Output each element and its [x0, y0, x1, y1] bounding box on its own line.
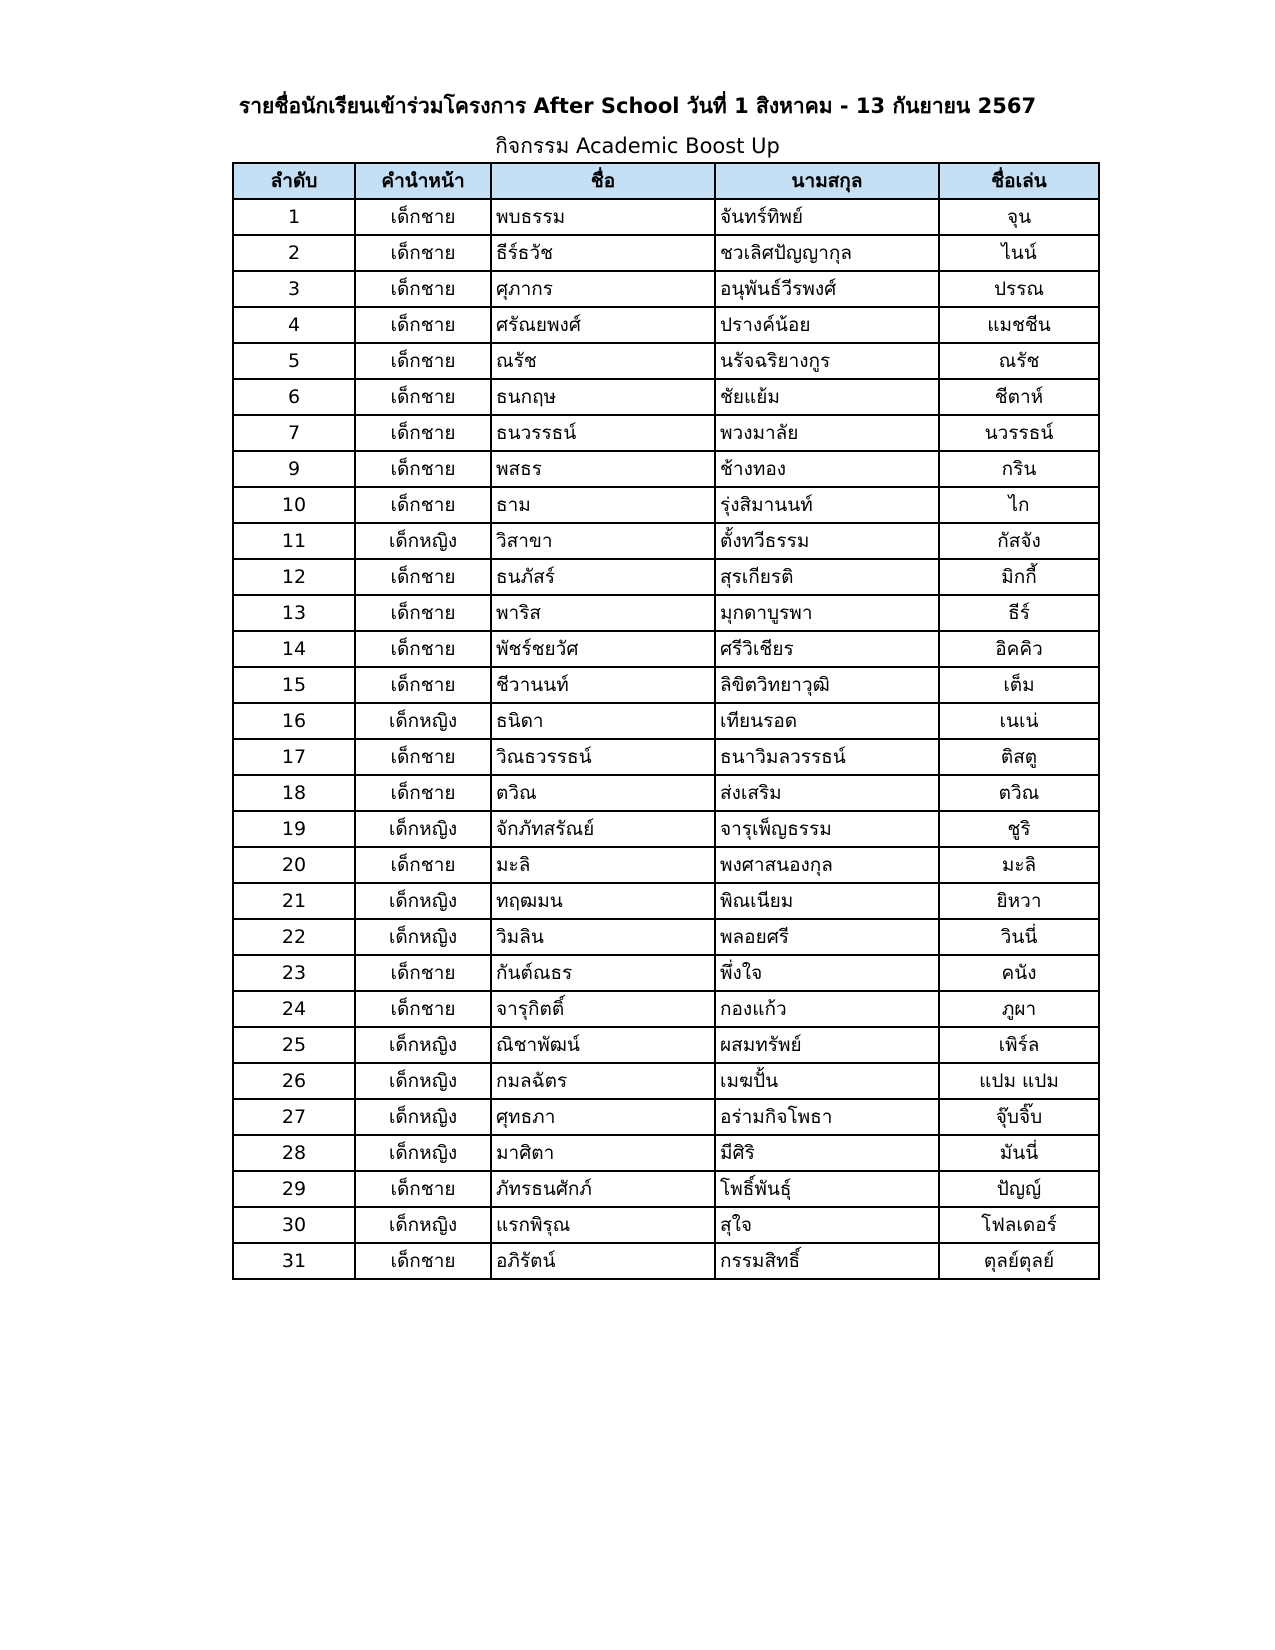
nickname-cell: วินนี่ [939, 919, 1099, 955]
first-name-cell: กันต์ณธร [491, 955, 715, 991]
order-cell: 22 [233, 919, 355, 955]
first-name-cell: ชีวานนท์ [491, 667, 715, 703]
order-cell: 7 [233, 415, 355, 451]
nickname-cell: แปม แปม [939, 1063, 1099, 1099]
nickname-cell: มันนี่ [939, 1135, 1099, 1171]
prefix-cell: เด็กชาย [355, 847, 491, 883]
first-name-cell: ธาม [491, 487, 715, 523]
last-name-cell: เทียนรอด [715, 703, 939, 739]
order-cell: 16 [233, 703, 355, 739]
last-name-cell: พลอยศรี [715, 919, 939, 955]
last-name-cell: เมฆปั้น [715, 1063, 939, 1099]
first-name-cell: ธีร์ธวัช [491, 235, 715, 271]
first-name-cell: ศุภากร [491, 271, 715, 307]
order-cell: 17 [233, 739, 355, 775]
order-cell: 9 [233, 451, 355, 487]
first-name-cell: ตวิณ [491, 775, 715, 811]
first-name-cell: ธนกฤษ [491, 379, 715, 415]
last-name-cell: พึ่งใจ [715, 955, 939, 991]
prefix-cell: เด็กชาย [355, 1243, 491, 1279]
nickname-cell: กัสจัง [939, 523, 1099, 559]
first-name-cell: มะลิ [491, 847, 715, 883]
last-name-cell: พงศาสนองกุล [715, 847, 939, 883]
prefix-cell: เด็กชาย [355, 343, 491, 379]
prefix-cell: เด็กหญิง [355, 1027, 491, 1063]
prefix-cell: เด็กชาย [355, 307, 491, 343]
nickname-cell: จุ๊บจิ๊บ [939, 1099, 1099, 1135]
first-name-cell: ธนวรรธน์ [491, 415, 715, 451]
last-name-cell: ตั้งทวีธรรม [715, 523, 939, 559]
order-cell: 13 [233, 595, 355, 631]
last-name-cell: ชวเลิศปัญญากุล [715, 235, 939, 271]
nickname-cell: ตวิณ [939, 775, 1099, 811]
last-name-cell: ชัยแย้ม [715, 379, 939, 415]
prefix-cell: เด็กชาย [355, 487, 491, 523]
order-cell: 1 [233, 199, 355, 235]
order-cell: 24 [233, 991, 355, 1027]
last-name-cell: กรรมสิทธิ์ [715, 1243, 939, 1279]
order-cell: 15 [233, 667, 355, 703]
table-row [233, 343, 1099, 379]
nickname-cell: ธีร์ [939, 595, 1099, 631]
table-row [233, 415, 1099, 451]
nickname-cell: ติสตู [939, 739, 1099, 775]
first-name-cell: พสธร [491, 451, 715, 487]
nickname-cell: แมชชีน [939, 307, 1099, 343]
prefix-cell: เด็กหญิง [355, 703, 491, 739]
order-cell: 20 [233, 847, 355, 883]
header-nickname: ชื่อเล่น [939, 163, 1099, 199]
last-name-cell: พิณเนียม [715, 883, 939, 919]
header-first-name: ชื่อ [491, 163, 715, 199]
table-row [233, 703, 1099, 739]
header-order: ลำดับ [233, 163, 355, 199]
last-name-cell: สุใจ [715, 1207, 939, 1243]
prefix-cell: เด็กชาย [355, 595, 491, 631]
nickname-cell: เพิร์ล [939, 1027, 1099, 1063]
first-name-cell: พบธรรม [491, 199, 715, 235]
first-name-cell: กมลฉัตร [491, 1063, 715, 1099]
nickname-cell: มะลิ [939, 847, 1099, 883]
table-row [233, 1099, 1099, 1135]
order-cell: 10 [233, 487, 355, 523]
table-body [233, 199, 1099, 1279]
prefix-cell: เด็กหญิง [355, 919, 491, 955]
first-name-cell: จักภัทสรัณย์ [491, 811, 715, 847]
nickname-cell: กริน [939, 451, 1099, 487]
prefix-cell: เด็กชาย [355, 379, 491, 415]
order-cell: 30 [233, 1207, 355, 1243]
table-row [233, 1207, 1099, 1243]
last-name-cell: อร่ามกิจโพธา [715, 1099, 939, 1135]
prefix-cell: เด็กชาย [355, 451, 491, 487]
first-name-cell: พาริส [491, 595, 715, 631]
prefix-cell: เด็กหญิง [355, 883, 491, 919]
table-row [233, 307, 1099, 343]
table-row [233, 667, 1099, 703]
last-name-cell: ส่งเสริม [715, 775, 939, 811]
table-row [233, 1063, 1099, 1099]
nickname-cell: ภูผา [939, 991, 1099, 1027]
nickname-cell: ชีตาห์ [939, 379, 1099, 415]
nickname-cell: เนเน่ [939, 703, 1099, 739]
table-row [233, 523, 1099, 559]
student-roster-table [232, 162, 1100, 1280]
order-cell: 28 [233, 1135, 355, 1171]
first-name-cell: ณรัช [491, 343, 715, 379]
document-title: รายชื่อนักเรียนเข้าร่วมโครงการ After School วันที่ 1 สิงหาคม - 13 กันยายน 2567 [238, 94, 1037, 118]
order-cell: 14 [233, 631, 355, 667]
prefix-cell: เด็กชาย [355, 955, 491, 991]
table-row [233, 595, 1099, 631]
first-name-cell: ภัทรธนศักภ์ [491, 1171, 715, 1207]
order-cell: 25 [233, 1027, 355, 1063]
table-row [233, 847, 1099, 883]
first-name-cell: พัชร์ชยวัศ [491, 631, 715, 667]
last-name-cell: มุกดาบูรพา [715, 595, 939, 631]
prefix-cell: เด็กชาย [355, 415, 491, 451]
prefix-cell: เด็กชาย [355, 271, 491, 307]
nickname-cell: โฟลเดอร์ [939, 1207, 1099, 1243]
last-name-cell: ช้างทอง [715, 451, 939, 487]
first-name-cell: มาศิตา [491, 1135, 715, 1171]
first-name-cell: แรกพิรุณ [491, 1207, 715, 1243]
prefix-cell: เด็กหญิง [355, 523, 491, 559]
table-row [233, 379, 1099, 415]
table-row [233, 271, 1099, 307]
prefix-cell: เด็กหญิง [355, 1207, 491, 1243]
order-cell: 23 [233, 955, 355, 991]
table-row [233, 631, 1099, 667]
order-cell: 26 [233, 1063, 355, 1099]
first-name-cell: ทฤฒมน [491, 883, 715, 919]
prefix-cell: เด็กหญิง [355, 1099, 491, 1135]
order-cell: 6 [233, 379, 355, 415]
table-row [233, 559, 1099, 595]
nickname-cell: ไนน์ [939, 235, 1099, 271]
order-cell: 12 [233, 559, 355, 595]
header-prefix: คำนำหน้า [355, 163, 491, 199]
prefix-cell: เด็กชาย [355, 559, 491, 595]
nickname-cell: เต็ม [939, 667, 1099, 703]
last-name-cell: พวงมาลัย [715, 415, 939, 451]
prefix-cell: เด็กหญิง [355, 811, 491, 847]
nickname-cell: ยิหวา [939, 883, 1099, 919]
table-row [233, 919, 1099, 955]
last-name-cell: จารุเพ็ญธรรม [715, 811, 939, 847]
first-name-cell: วิณธวรรธน์ [491, 739, 715, 775]
table-row [233, 1135, 1099, 1171]
last-name-cell: สุรเกียรติ [715, 559, 939, 595]
nickname-cell: ตุลย์ตุลย์ [939, 1243, 1099, 1279]
table-row [233, 451, 1099, 487]
order-cell: 31 [233, 1243, 355, 1279]
nickname-cell: ชูริ [939, 811, 1099, 847]
prefix-cell: เด็กชาย [355, 631, 491, 667]
table-row [233, 199, 1099, 235]
table-row [233, 1027, 1099, 1063]
table-row [233, 883, 1099, 919]
last-name-cell: อนุพันธ์วีรพงศ์ [715, 271, 939, 307]
first-name-cell: วิมลิน [491, 919, 715, 955]
header-last-name: นามสกุล [715, 163, 939, 199]
nickname-cell: ไก [939, 487, 1099, 523]
first-name-cell: ธนภัสร์ [491, 559, 715, 595]
prefix-cell: เด็กชาย [355, 775, 491, 811]
nickname-cell: อิคคิว [939, 631, 1099, 667]
nickname-cell: คนัง [939, 955, 1099, 991]
prefix-cell: เด็กหญิง [355, 1135, 491, 1171]
prefix-cell: เด็กหญิง [355, 1063, 491, 1099]
prefix-cell: เด็กชาย [355, 739, 491, 775]
table-row [233, 487, 1099, 523]
order-cell: 27 [233, 1099, 355, 1135]
order-cell: 5 [233, 343, 355, 379]
first-name-cell: อภิรัตน์ [491, 1243, 715, 1279]
prefix-cell: เด็กชาย [355, 199, 491, 235]
table-row [233, 235, 1099, 271]
last-name-cell: กองแก้ว [715, 991, 939, 1027]
order-cell: 2 [233, 235, 355, 271]
table-row [233, 1171, 1099, 1207]
last-name-cell: จันทร์ทิพย์ [715, 199, 939, 235]
order-cell: 4 [233, 307, 355, 343]
last-name-cell: นรัจฉริยางกูร [715, 343, 939, 379]
last-name-cell: รุ่งสิมานนท์ [715, 487, 939, 523]
order-cell: 3 [233, 271, 355, 307]
table-row [233, 991, 1099, 1027]
table-row [233, 955, 1099, 991]
first-name-cell: ศุทธภา [491, 1099, 715, 1135]
last-name-cell: โพธิ์พันธุ์ [715, 1171, 939, 1207]
first-name-cell: จารุกิตติ์ [491, 991, 715, 1027]
prefix-cell: เด็กชาย [355, 235, 491, 271]
nickname-cell: นวรรธน์ [939, 415, 1099, 451]
last-name-cell: ลิขิตวิทยาวุฒิ [715, 667, 939, 703]
table-row [233, 739, 1099, 775]
table-header-row [233, 163, 1099, 199]
document-subtitle: กิจกรรม Academic Boost Up [495, 134, 780, 158]
nickname-cell: ปรรณ [939, 271, 1099, 307]
last-name-cell: ศรีวิเชียร [715, 631, 939, 667]
order-cell: 18 [233, 775, 355, 811]
order-cell: 29 [233, 1171, 355, 1207]
table-row [233, 811, 1099, 847]
first-name-cell: ณิชาพัฒน์ [491, 1027, 715, 1063]
prefix-cell: เด็กชาย [355, 667, 491, 703]
last-name-cell: ผสมทรัพย์ [715, 1027, 939, 1063]
order-cell: 11 [233, 523, 355, 559]
prefix-cell: เด็กชาย [355, 1171, 491, 1207]
last-name-cell: ปรางค์น้อย [715, 307, 939, 343]
prefix-cell: เด็กชาย [355, 991, 491, 1027]
table-row [233, 775, 1099, 811]
order-cell: 19 [233, 811, 355, 847]
nickname-cell: ปัญญ์ [939, 1171, 1099, 1207]
nickname-cell: จุน [939, 199, 1099, 235]
first-name-cell: ธนิดา [491, 703, 715, 739]
table-row [233, 1243, 1099, 1279]
first-name-cell: วิสาขา [491, 523, 715, 559]
first-name-cell: ศรัณยพงศ์ [491, 307, 715, 343]
nickname-cell: ณรัช [939, 343, 1099, 379]
order-cell: 21 [233, 883, 355, 919]
last-name-cell: ธนาวิมลวรรธน์ [715, 739, 939, 775]
last-name-cell: มีศิริ [715, 1135, 939, 1171]
nickname-cell: มิกกี้ [939, 559, 1099, 595]
